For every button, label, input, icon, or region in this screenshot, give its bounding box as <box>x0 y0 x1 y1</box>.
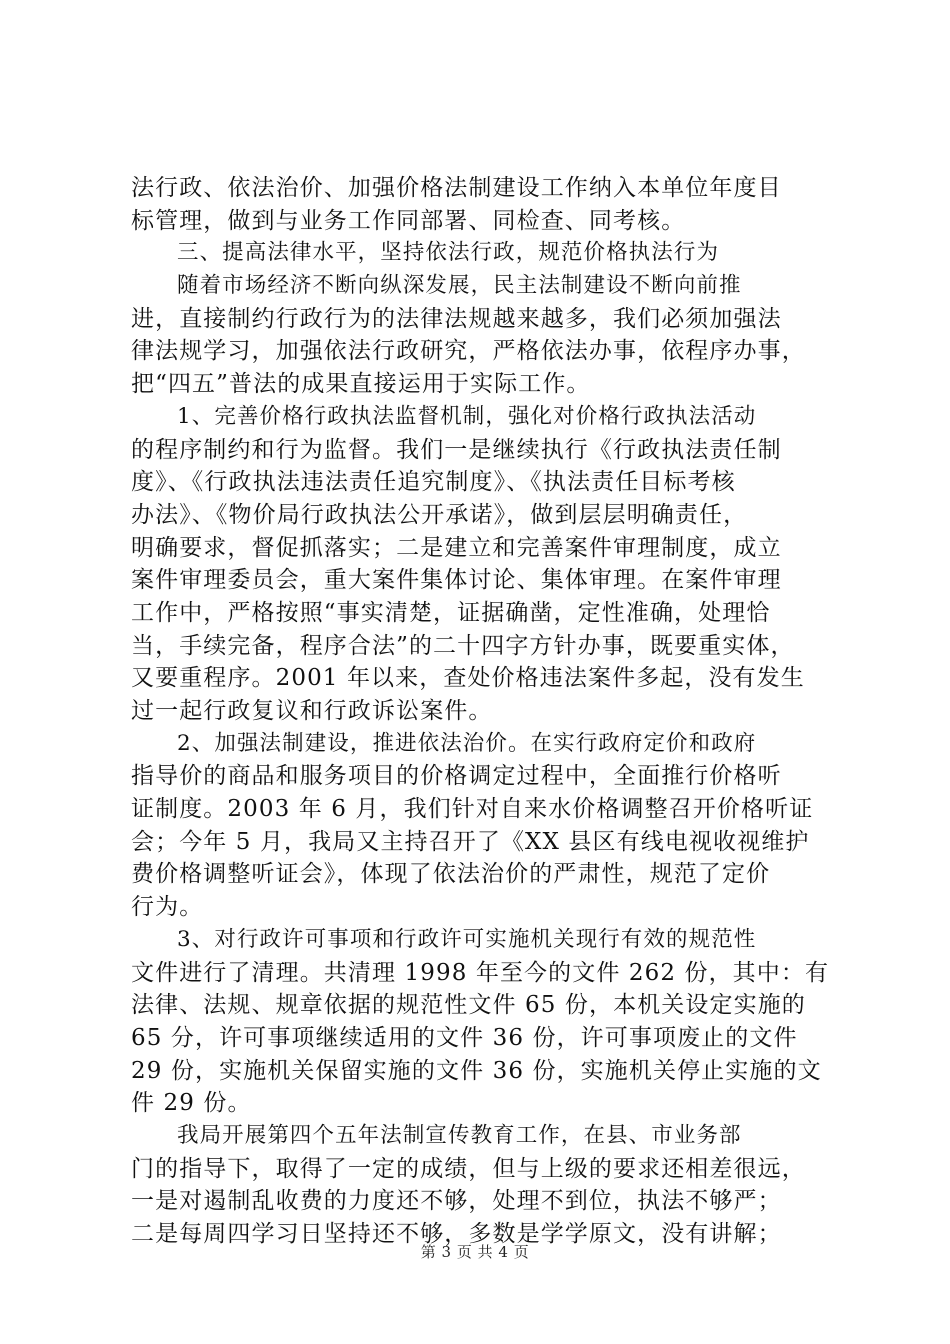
text-line: 标管理，做到与业务工作同部署、同检查、同考核。 <box>131 207 686 234</box>
text-line: 我局开展第四个五年法制宣传教育工作，在县、市业务部 <box>177 1122 742 1148</box>
text-line: 明确要求，督促抓落实；二是建立和完善案件审理制度，成立 <box>131 534 782 561</box>
text-line: 二是每周四学习日坚持还不够，多数是学学原文，没有讲解； <box>131 1221 782 1247</box>
text-line: 一是对遏制乱收费的力度还不够，处理不到位，执法不够严； <box>131 1188 782 1215</box>
text-line: 的程序制约和行为监督。我们一是继续执行《行政执法责任制 <box>131 436 782 463</box>
text-line: 过一起行政复议和行政诉讼案件。 <box>131 698 493 724</box>
text-line: 法律、法规、规章依据的规范性文件 65 份，本机关设定实施的 <box>131 992 806 1019</box>
text-line: 度》、《行政执法违法责任追究制度》、《执法责任目标考核 <box>131 469 736 496</box>
text-line: 29 份，实施机关保留实施的文件 36 份，实施机关停止实施的文 <box>131 1057 822 1084</box>
page-footer: 第 3 页 共 4 页 <box>420 1243 530 1261</box>
text-line: 把“四五”普法的成果直接运用于实际工作。 <box>131 371 591 398</box>
text-line: 费价格调整听证会》，体现了依法治价的严肃性，规范了定价 <box>131 861 771 888</box>
text-line: 当，手续完备，程序合法”的二十四字方针办事，既要重实体， <box>131 632 795 659</box>
text-line: 文件进行了清理。共清理 1998 年至今的文件 262 份，其中：有 <box>131 959 830 986</box>
document-body <box>131 172 831 1251</box>
text-line: 工作中，严格按照“事实清楚，证据确凿，定性准确，处理恰 <box>131 599 771 626</box>
text-line: 证制度。2003 年 6 月，我们针对自来水价格调整召开价格听证 <box>131 796 814 823</box>
text-line: 行为。 <box>131 894 204 921</box>
text-line: 三、提高法律水平，坚持依法行政，规范价格执法行为 <box>177 240 720 266</box>
text-line: 随着市场经济不断向纵深发展，民主法制建设不断向前推 <box>177 273 742 299</box>
text-line: 3、对行政许可事项和行政许可实施机关现行有效的规范性 <box>177 926 757 952</box>
text-line: 进，直接制约行政行为的法律法规越来越多，我们必须加强法 <box>131 305 782 332</box>
text-line: 会；今年 5 月，我局又主持召开了《XX 县区有线电视收视维护 <box>131 828 810 855</box>
text-line: 65 分，许可事项继续适用的文件 36 份，许可事项废止的文件 <box>131 1024 798 1051</box>
text-line: 2、加强法制建设，推进依法治价。在实行政府定价和政府 <box>177 730 757 756</box>
text-line: 又要重程序。2001 年以来，查处价格违法案件多起，没有发生 <box>131 665 805 692</box>
text-line: 门的指导下，取得了一定的成绩，但与上级的要求还相差很远， <box>131 1155 806 1182</box>
text-line: 律法规学习，加强依法行政研究，严格依法办事，依程序办事， <box>131 338 806 365</box>
text-line: 1、完善价格行政执法监督机制，强化对价格行政执法活动 <box>177 403 757 429</box>
text-line: 法行政、依法治价、加强价格法制建设工作纳入本单位年度目 <box>131 175 782 201</box>
text-line: 办法》、《物价局行政执法公开承诺》，做到层层明确责任， <box>131 501 748 528</box>
text-line: 件 29 份。 <box>131 1090 252 1117</box>
text-line: 案件审理委员会，重大案件集体讨论、集体审理。在案件审理 <box>131 567 782 594</box>
text-line: 指导价的商品和服务项目的价格调定过程中，全面推行价格听 <box>131 763 782 790</box>
